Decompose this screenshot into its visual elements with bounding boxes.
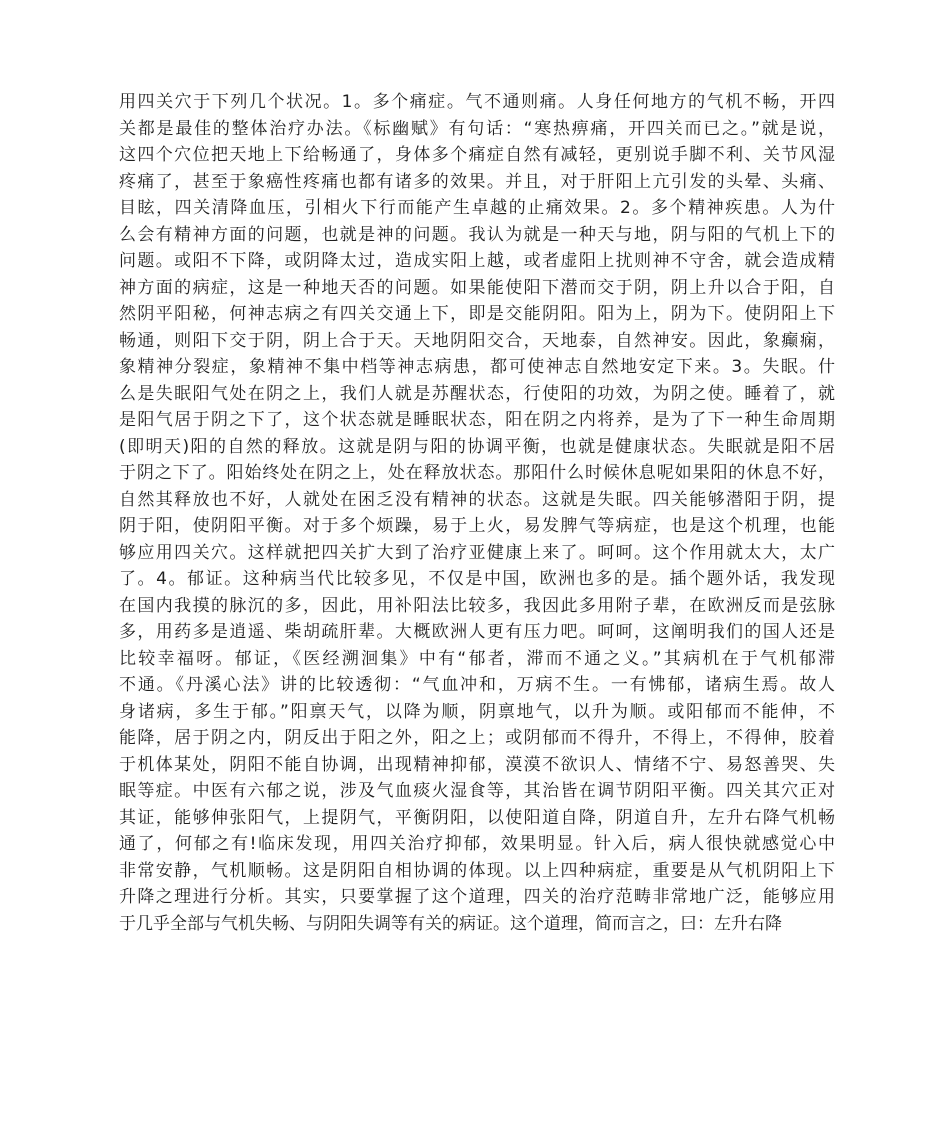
text-line: 了。4。郁证。这种病当代比较多见，不仅是中国，欧洲也多的是。插个题外话，我发现 [119, 569, 835, 589]
text-line: 这四个穴位把天地上下给畅通了，身体多个痛症自然有减轻，更别说手脚不利、关节风湿 [119, 145, 835, 165]
body-text [119, 89, 835, 937]
text-line: 关都是最佳的整体治疗办法。《标幽赋》有句话：“寒热痹痛，开四关而已之。”就是说， [119, 118, 835, 139]
text-line: 在国内我摸的脉沉的多，因此，用补阳法比较多，我因此多用附子辈，在欧洲反而是弦脉 [119, 595, 835, 616]
text-line: 目眩，四关清降血压，引相火下行而能产生卓越的止痛效果。2。多个精神疾患。人为什 [119, 198, 835, 218]
text-line: 自然其释放也不好，人就处在困乏没有精神的状态。这就是失眠。四关能够潜阳于阴，提 [119, 489, 835, 510]
text-line: 么会有精神方面的问题，也就是神的问题。我认为就是一种天与地，阴与阳的气机上下的 [119, 224, 835, 245]
text-line: 问题。或阳不下降，或阴降太过，造成实阳上越，或者虚阳上扰则神不守舍，就会造成精 [119, 251, 835, 271]
text-line: 比较幸福呀。郁证，《医经溯洄集》中有“郁者，滞而不通之义。”其病机在于气机郁滞 [119, 648, 835, 669]
text-line: 身诸病，多生于郁。”阳禀天气，以降为顺，阴禀地气，以升为顺。或阳郁而不能伸，不 [119, 701, 835, 722]
text-line: 于机体某处，阴阳不能自协调，出现精神抑郁，漠漠不欲识人、情绪不宁、易怒善哭、失 [119, 754, 835, 775]
text-line: 非常安静，气机顺畅。这是阴阳自相协调的体现。以上四种病症，重要是从气机阴阳上下 [119, 860, 835, 881]
text-line: 于几乎全部与气机失畅、与阴阳失调等有关的病证。这个道理，简而言之，曰：左升右降 [119, 913, 782, 934]
text-line: 能降，居于阴之内，阴反出于阳之外，阳之上；或阴郁而不得升，不得上，不得伸，胶着 [119, 728, 835, 748]
text-line: 畅通，则阳下交于阴，阴上合于天。天地阴阳交合，天地泰，自然神安。因此，象癫痫， [119, 330, 835, 351]
text-line: 然阴平阳秘，何神志病之有四关交通上下，即是交能阴阳。阳为上，阴为下。使阴阳上下 [119, 304, 835, 324]
text-line: 其证，能够伸张阳气，上提阴气，平衡阴阳，以使阳道自降，阴道自升，左升右降气机畅 [119, 807, 835, 828]
text-line: 神方面的病症，这是一种地天否的问题。如果能使阳下潜而交于阴，阴上升以合于阳，自 [119, 277, 835, 298]
text-line: 阴于阳，使阴阳平衡。对于多个烦躁，易于上火，易发脾气等病症，也是这个机理，也能 [119, 516, 835, 536]
text-line: 不通。《丹溪心法》讲的比较透彻：“气血冲和，万病不生。一有怫郁，诸病生焉。故人 [119, 675, 835, 695]
text-line: (即明天)阳的自然的释放。这就是阴与阳的协调平衡，也就是健康状态。失眠就是阳不居 [119, 436, 835, 457]
text-line: 象精神分裂症，象精神不集中档等神志病患，都可使神志自然地安定下来。3。失眠。什 [119, 357, 835, 377]
text-line: 用四关穴于下列几个状况。1。多个痛症。气不通则痛。人身任何地方的气机不畅，开四 [119, 92, 835, 112]
text-line: 升降之理进行分析。其实，只要掌握了这个道理，四关的治疗范畴非常地广泛，能够应用 [119, 887, 835, 907]
text-line: 通了，何郁之有!临床发现，用四关治疗抑郁，效果明显。针入后，病人很快就感觉心中 [119, 834, 835, 854]
text-line: 么是失眠阳气处在阴之上，我们人就是苏醒状态，行使阳的功效，为阴之使。睡着了，就 [119, 383, 835, 404]
text-line: 于阴之下了。阳始终处在阴之上，处在释放状态。那阳什么时候休息呢如果阳的休息不好， [119, 463, 835, 483]
text-line: 疼痛了，甚至于象癌性疼痛也都有诸多的效果。并且，对于肝阳上亢引发的头晕、头痛、 [119, 171, 835, 192]
text-line: 眠等症。中医有六郁之说，涉及气血痰火湿食等，其治皆在调节阴阳平衡。四关其穴正对 [119, 781, 835, 801]
text-line: 是阳气居于阴之下了，这个状态就是睡眠状态，阳在阴之内将养，是为了下一种生命周期 [119, 410, 835, 430]
text-line: 多，用药多是逍遥、柴胡疏肝辈。大概欧洲人更有压力吧。呵呵，这阐明我们的国人还是 [119, 622, 835, 642]
text-line: 够应用四关穴。这样就把四关扩大到了治疗亚健康上来了。呵呵。这个作用就太大，太广 [119, 542, 835, 563]
